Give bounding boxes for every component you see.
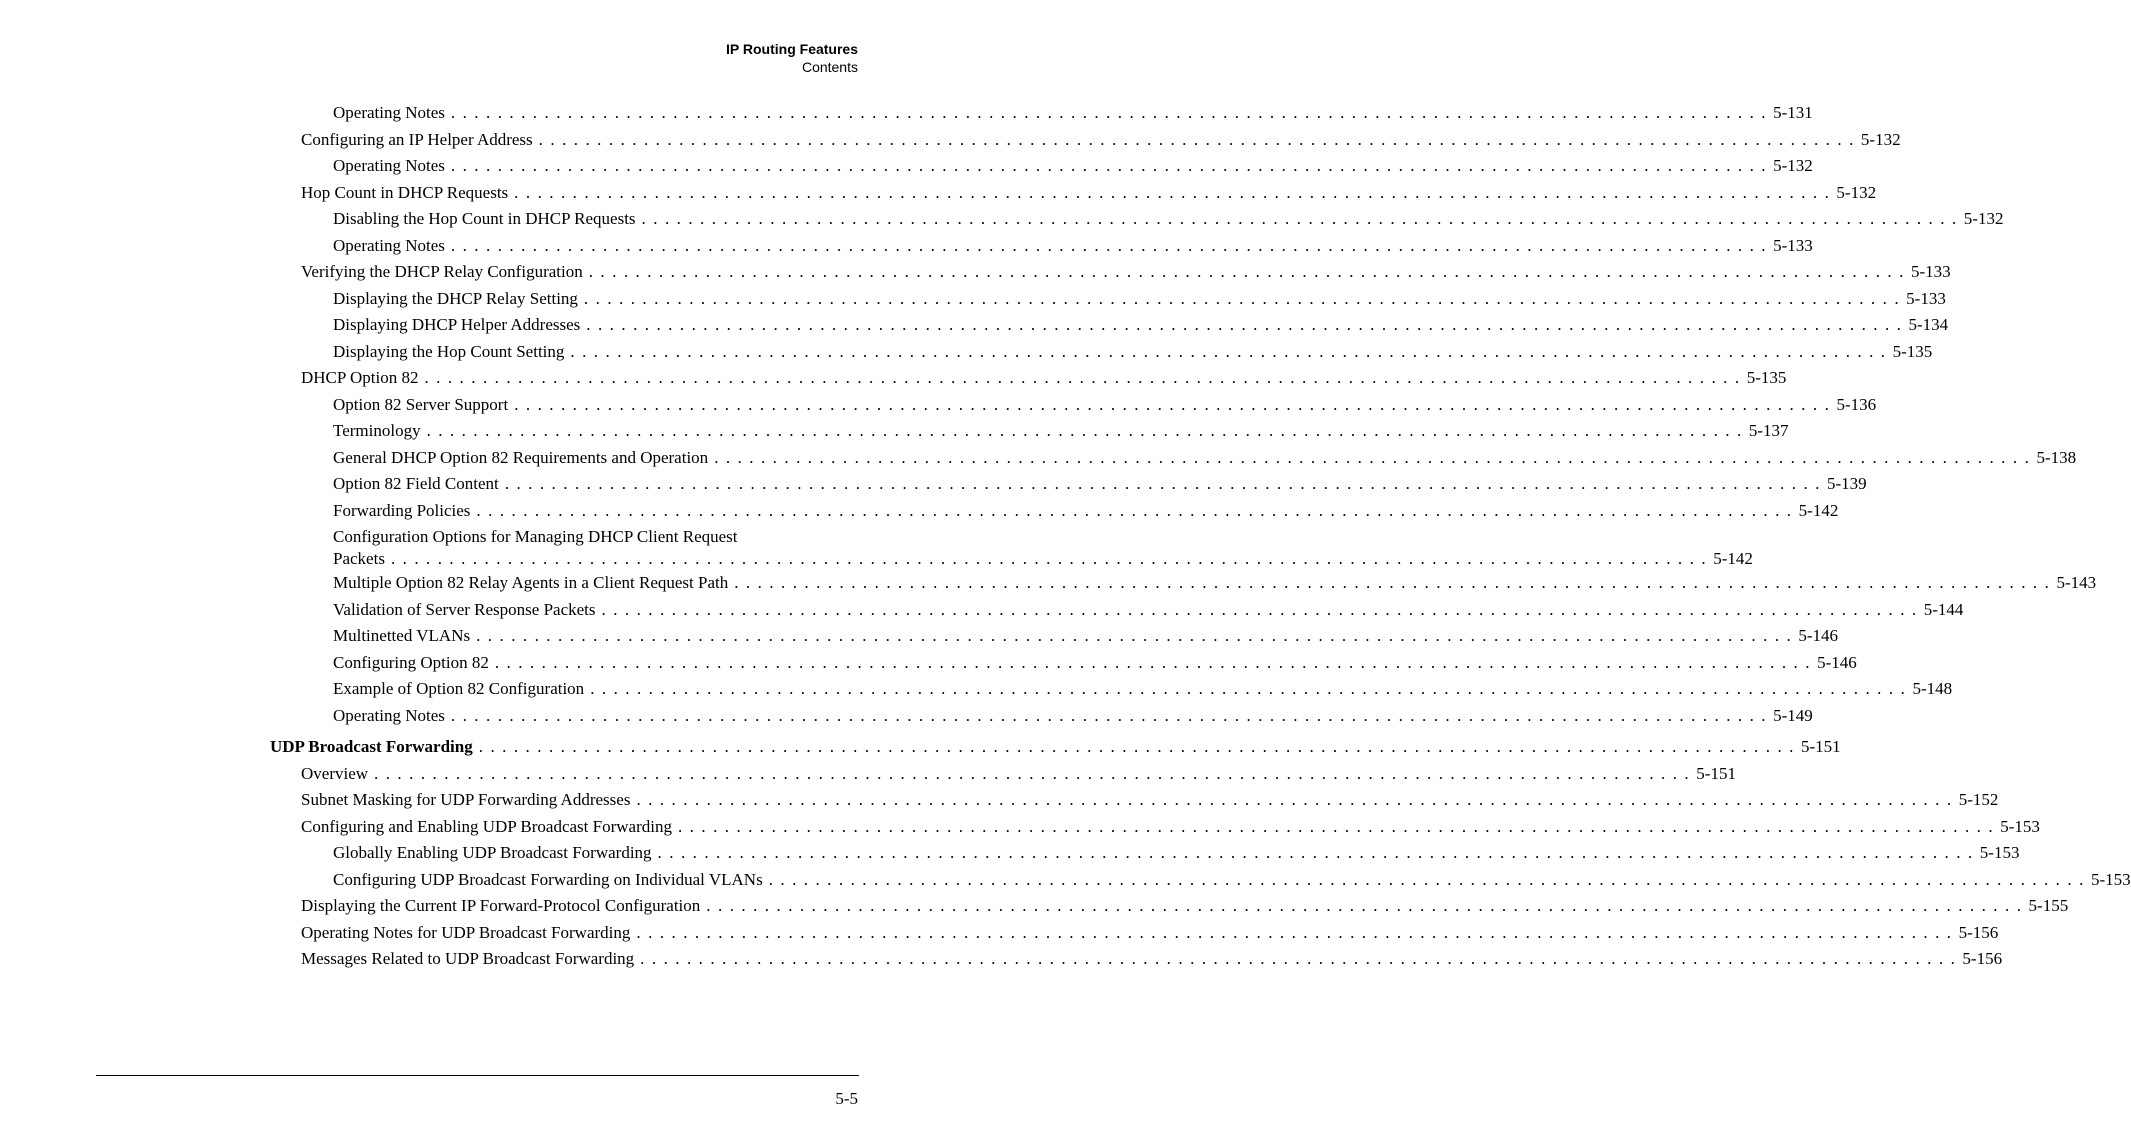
toc-entry-page: 5-142 <box>1798 500 1839 520</box>
dot-leader <box>451 703 1767 730</box>
dot-leader <box>479 734 1795 761</box>
toc-entry[interactable] <box>270 100 1813 127</box>
toc-entry-page: 5-151 <box>1801 737 1841 756</box>
toc-entry-page: 5-153 <box>2090 869 2131 889</box>
toc-entry[interactable] <box>270 365 1787 392</box>
toc-entry-label: General DHCP Option 82 Requirements and Operation <box>333 447 709 467</box>
table-of-contents <box>270 100 2131 973</box>
dot-leader <box>374 761 1690 788</box>
dot-leader <box>734 570 2050 597</box>
toc-entry[interactable] <box>270 524 1753 570</box>
toc-entry-label: Multiple Option 82 Relay Agents in a Client Request Path <box>333 573 729 592</box>
dot-leader <box>476 623 1792 650</box>
dot-leader <box>505 471 1821 498</box>
toc-entry-label: Multinetted VLANs <box>333 626 471 645</box>
toc-entry-label: Messages Related to UDP Broadcast Forwarding <box>301 949 635 968</box>
dot-leader <box>424 365 1740 392</box>
toc-entry-label: Globally Enabling UDP Broadcast Forwarding <box>333 843 652 862</box>
footer-divider <box>96 1075 859 1076</box>
toc-entry-page: 5-153 <box>2000 816 2040 836</box>
toc-entry[interactable] <box>270 787 1999 814</box>
toc-entry-page: 5-132 <box>1860 129 1901 149</box>
toc-entry[interactable] <box>270 840 2020 867</box>
toc-entry[interactable] <box>270 623 1839 650</box>
toc-entry[interactable] <box>270 920 1999 947</box>
dot-leader <box>589 259 1905 286</box>
toc-entry-label: Operating Notes <box>333 156 445 175</box>
toc-entry-label: Terminology <box>333 421 421 440</box>
toc-entry-label: UDP Broadcast Forwarding <box>270 737 473 756</box>
toc-entry-page: 5-156 <box>1962 949 2003 968</box>
toc-entry-page: 5-156 <box>1958 922 1999 942</box>
dot-leader <box>451 100 1767 127</box>
toc-entry-label: Operating Notes for UDP Broadcast Forwarding <box>301 922 631 942</box>
dot-leader <box>769 867 2085 894</box>
toc-entry-label: Configuring UDP Broadcast Forwarding on Individual VLANs <box>333 869 763 889</box>
toc-entry-page: 5-146 <box>1798 626 1839 645</box>
toc-entry-page: 5-153 <box>1979 843 2020 862</box>
toc-entry-label: Operating Notes <box>333 705 445 725</box>
toc-entry[interactable] <box>270 498 1839 525</box>
toc-entry-label: Displaying DHCP Helper Addresses <box>333 315 581 334</box>
toc-entry-page: 5-132 <box>1773 156 1813 175</box>
toc-entry-page: 5-133 <box>1906 288 1946 308</box>
dot-leader <box>451 153 1767 180</box>
toc-entry-label: Validation of Server Response Packets <box>333 599 596 619</box>
toc-entry-label: Option 82 Server Support <box>333 394 509 414</box>
dot-leader <box>636 787 1952 814</box>
toc-entry[interactable] <box>270 676 1953 703</box>
dot-leader <box>678 814 1994 841</box>
toc-entry[interactable] <box>270 339 1933 366</box>
toc-entry-page: 5-149 <box>1773 705 1813 725</box>
toc-entry[interactable] <box>270 650 1857 677</box>
toc-entry-label: Configuring Option 82 <box>333 652 489 672</box>
toc-entry[interactable] <box>270 127 1901 154</box>
toc-entry[interactable] <box>270 286 1946 313</box>
dot-leader <box>427 418 1743 445</box>
toc-entry-page: 5-151 <box>1696 763 1736 783</box>
toc-entry-label: Displaying the Current IP Forward-Protocol Configuration <box>301 896 701 915</box>
toc-entry-label: Option 82 Field Content <box>333 474 499 493</box>
dot-leader <box>476 498 1792 525</box>
toc-entry-label: Operating Notes <box>333 235 445 255</box>
toc-entry[interactable] <box>270 392 1877 419</box>
toc-entry-label: Example of Option 82 Configuration <box>333 679 585 698</box>
header-subtitle: Contents <box>801 59 858 75</box>
dot-leader <box>706 893 2022 920</box>
toc-entry[interactable] <box>270 180 1877 207</box>
toc-entry-page: 5-135 <box>1746 368 1787 387</box>
dot-leader <box>451 233 1767 260</box>
toc-entry[interactable] <box>270 418 1789 445</box>
toc-entry[interactable] <box>270 445 2077 472</box>
dot-leader <box>590 676 1906 703</box>
toc-entry-label: Verifying the DHCP Relay Configuration <box>301 262 583 281</box>
toc-entry-label: Displaying the Hop Count Setting <box>333 341 565 361</box>
toc-entry-label: Configuring an IP Helper Address <box>301 129 533 149</box>
toc-section-entry[interactable] <box>270 734 1841 761</box>
toc-entry-page: 5-143 <box>2056 573 2097 592</box>
dot-leader <box>570 339 1886 366</box>
toc-entry[interactable] <box>270 867 2131 894</box>
toc-entry[interactable] <box>270 814 2040 841</box>
toc-entry[interactable] <box>270 597 1964 624</box>
toc-entry-page: 5-138 <box>2036 447 2077 467</box>
toc-entry-label: Forwarding Policies <box>333 500 471 520</box>
toc-entry-label: Operating Notes <box>333 103 445 122</box>
dot-leader <box>642 206 1958 233</box>
toc-entry-label-continued: Packets <box>333 549 385 568</box>
toc-entry[interactable] <box>270 893 2069 920</box>
dot-leader <box>658 840 1974 867</box>
dot-leader <box>514 180 1830 207</box>
toc-entry[interactable] <box>270 471 1867 498</box>
page-number: 5-5 <box>835 1089 858 1108</box>
dot-leader <box>495 650 1811 677</box>
toc-entry-page: 5-132 <box>1836 182 1877 202</box>
toc-entry-page: 5-134 <box>1908 315 1949 334</box>
toc-entry-label: Overview <box>301 763 369 783</box>
dot-leader <box>539 127 1855 154</box>
toc-entry-label: Disabling the Hop Count in DHCP Requests <box>333 209 636 228</box>
header-title: IP Routing Features <box>726 41 858 57</box>
toc-entry-page: 5-139 <box>1827 474 1867 493</box>
running-header <box>726 40 858 76</box>
dot-leader <box>636 920 1952 947</box>
dot-leader <box>714 445 2030 472</box>
toc-entry[interactable] <box>270 312 1949 339</box>
toc-entry-page: 5-133 <box>1773 235 1813 255</box>
dot-leader <box>586 312 1902 339</box>
toc-entry-label: Subnet Masking for UDP Forwarding Addresses <box>301 790 631 809</box>
toc-entry-page: 5-146 <box>1817 652 1857 672</box>
dot-leader <box>602 597 1918 624</box>
toc-entry[interactable] <box>270 206 2004 233</box>
toc-entry[interactable] <box>270 703 1813 730</box>
toc-entry-page: 5-155 <box>2028 896 2069 915</box>
toc-entry-page: 5-137 <box>1748 421 1789 440</box>
toc-entry[interactable] <box>270 570 2097 597</box>
toc-entry-page: 5-142 <box>1713 549 1753 568</box>
toc-entry[interactable] <box>270 761 1736 788</box>
toc-entry-label: DHCP Option 82 <box>301 368 419 387</box>
toc-entry-page: 5-136 <box>1836 394 1877 414</box>
toc-entry-page: 5-131 <box>1773 103 1813 122</box>
toc-entry-page: 5-132 <box>1963 209 2004 228</box>
toc-entry-label: Hop Count in DHCP Requests <box>301 182 509 202</box>
toc-entry-page: 5-152 <box>1958 790 1999 809</box>
dot-leader <box>584 286 1900 313</box>
dot-leader <box>514 392 1830 419</box>
dot-leader <box>391 548 1707 570</box>
toc-entry[interactable] <box>270 153 1813 180</box>
toc-entry-label: Configuring and Enabling UDP Broadcast Forwarding <box>301 816 672 836</box>
toc-entry-page: 5-144 <box>1923 599 1964 619</box>
toc-entry[interactable] <box>270 233 1813 260</box>
toc-entry-page: 5-135 <box>1892 341 1933 361</box>
dot-leader <box>640 946 1956 973</box>
toc-entry[interactable] <box>270 259 1951 286</box>
toc-entry-label: Configuration Options for Managing DHCP Client Request <box>333 527 738 546</box>
toc-entry-label: Displaying the DHCP Relay Setting <box>333 288 578 308</box>
toc-entry-page: 5-133 <box>1910 262 1951 281</box>
toc-entry-page: 5-148 <box>1912 679 1953 698</box>
toc-entry[interactable] <box>270 946 2003 973</box>
